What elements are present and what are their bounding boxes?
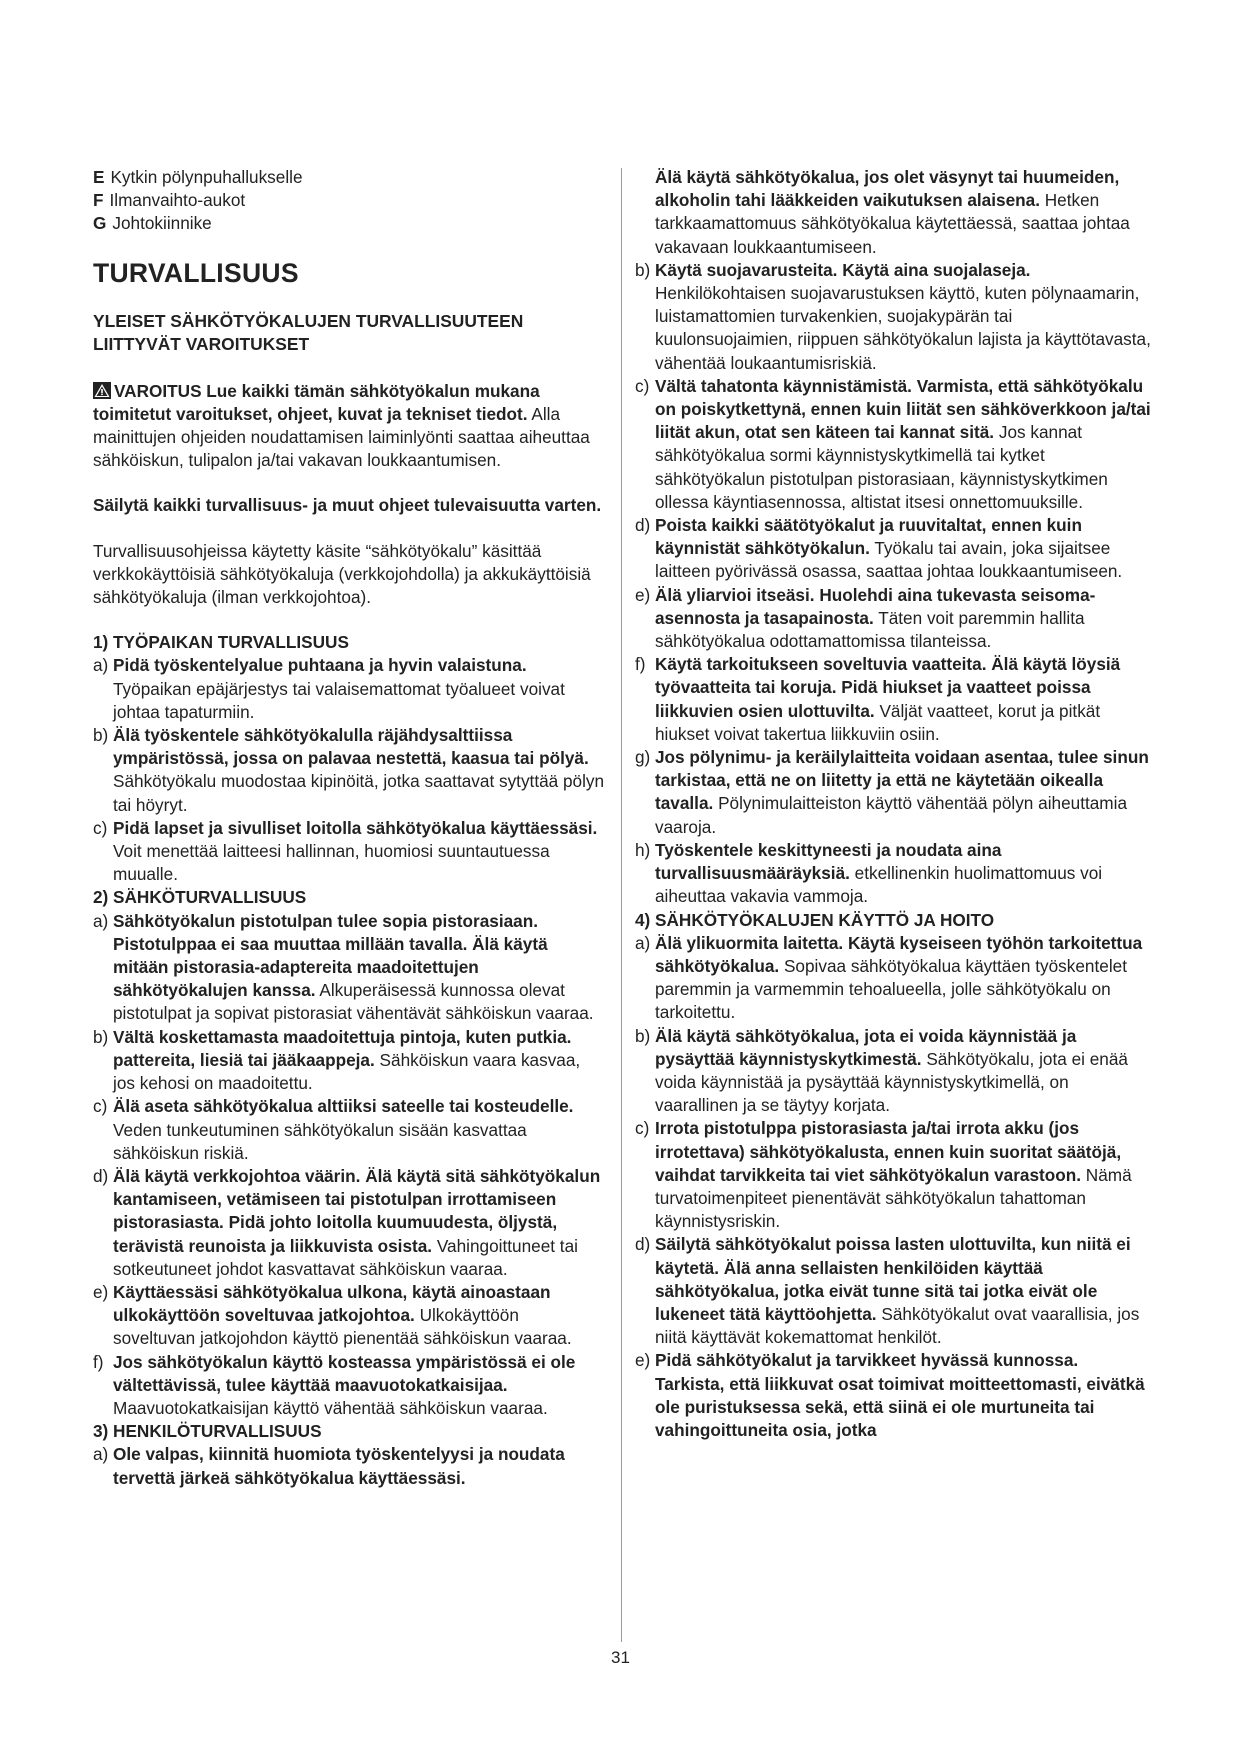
list-item: c) Pidä lapset ja sivulliset loitolla sähkötyökalua käyttäessäsi. Voit menettää laitteesi hallinnan, huomiosi suuntautuessa muualle. — [93, 817, 598, 885]
list-item: a) Älä ylikuormita laitetta. Käytä kyseiseen työhön tarkoitettua sähkötyökalua. Sopivaa sähkötyökalua käyttäen työskentelet paremmin ja varmemmin tehoalueella, jolle sähkötyökalu on tarkoitettu. — [635, 932, 1143, 1023]
list-item: a) Sähkötyökalun pistotulpan tulee sopia pistorasiaan. Pistotulppaa ei saa muuttaa millään tavalla. Älä käytä mitään pistorasia-adaptereita maadoitettujen sähkötyökalujen kanssa. Alkuperäisessä kunnossa olevat pistotulpat ja sopivat pistorasiat vähentävät sähköiskun vaaraa. — [93, 910, 594, 1024]
section-heading: 3) HENKILÖTURVALLISUUS — [93, 1421, 322, 1442]
list-item: e) Käyttäessäsi sähkötyökalua ulkona, käytä ainoastaan ulkokäyttöön soveltuvaa jatkojohtoa. Ulkokäyttöön soveltuvan jatkojohdon käyttö pienentää sähköiskun vaaraa. — [93, 1281, 572, 1349]
list-item: f) Käytä tarkoitukseen soveltuvia vaatteita. Älä käytä löysiä työvaatteita tai koruja. Pidä hiukset ja vaatteet poissa liikkuvien osien ulottuvilta. Väljät vaatteet, korut ja pitkät hiukset voivat takertua liikkuviin osiin. — [635, 654, 1121, 744]
page-title: TURVALLISUUS — [93, 257, 299, 288]
column-divider — [621, 168, 622, 1642]
warning-icon — [93, 382, 111, 399]
list-item: a) Pidä työskentelyalue puhtaana ja hyvin valaistuna. Työpaikan epäjärjestys tai valaisemattomat työalueet voivat johtaa tapaturmiin. — [93, 655, 565, 722]
list-item: e) Älä yliarvioi itseäsi. Huolehdi aina tukevasta seisoma-asennosta ja tasapainosta. Täten voit paremmin hallita sähkötyökalua odottamattomissa tilanteissa. — [635, 584, 1096, 652]
list-item: d) Säilytä sähkötyökalut poissa lasten ulottuvilta, kun niitä ei käytetä. Älä anna sellaisten henkilöiden käyttää sähkötyökalua, jotka eivät tunne sitä tai jotka eivät ole lukeneet tätä käyttöohjetta. Sähkötyökalut ovat vaarallisia, jos niitä käyttävät kokemattomat henkilöt. — [635, 1234, 1140, 1348]
section-heading: 2) SÄHKÖTURVALLISUUS — [93, 887, 307, 908]
section-heading: 4) SÄHKÖTYÖKALUJEN KÄYTTÖ JA HOITO — [635, 909, 995, 930]
list-item: c) Irrota pistotulppa pistorasiasta ja/tai irrota akku (jos irrotettava) sähkötyökalusta, ennen kuin suoritat säätöjä, vaihdat tarvikkeita tai viet sähkötyökalun varastoon. Nämä turvatoimenpiteet pienentävät sähkötyökalun tahattoman käynnistysriskin. — [635, 1118, 1132, 1232]
list-item: f) Jos sähkötyökalun käyttö kosteassa ympäristössä ei ole vältettävissä, tulee käyttää maavuotokatkaisijaa. Maavuotokatkaisijan käyttö vähentää sähköiskun vaaraa. — [93, 1351, 576, 1418]
list-item: b) Vältä koskettamasta maadoitettuja pintoja, kuten putkia. pattereita, liesiä tai jääkaappeja. Sähköiskun vaara kasvaa, jos kehosi on maadoitettu. — [93, 1026, 581, 1094]
list-item: g) Jos pölynimu- ja keräilylaitteita voidaan asentaa, tulee sinun tarkistaa, että ne on liitetty ja että ne käytetään oikealla tavalla. Pölynimulaitteiston käyttö vähentää pölyn aiheuttamia vaaroja. — [635, 747, 1149, 837]
legend — [93, 166, 605, 236]
list-item: a) Ole valpas, kiinnitä huomiota työskentelyysi ja noudata tervettä järkeä sähkötyökalua käyttäessäsi. — [93, 1444, 565, 1488]
left-column — [93, 166, 605, 1490]
list-item: d) Älä käytä verkkojohtoa väärin. Älä käytä sitä sähkötyökalun kantamiseen, vetämiseen tai pistotulpan irrottamiseen pistorasiasta. Pidä johto loitolla kuumuudesta, öljystä, terävistä reunoista ja liikkuvista osista. Vahingoittuneet tai sotkeutuneet johdot kasvattavat sähköiskun vaaraa. — [93, 1165, 601, 1279]
list-item: b) Käytä suojavarusteita. Käytä aina suojalaseja. Henkilökohtaisen suojavarustuksen käyttö, kuten pölynaamarin, luistamattomien turvakenkien, suojakypärän tai kuulonsuojaimien, riippuen sähkötyökalun lajista ja käyttötavasta, vähentää loukaantumisriskiä. — [635, 259, 1151, 373]
warning-block: VAROITUS Lue kaikki tämän sähkötyökalun mukana toimitetut varoitukset, ohjeet, kuvat ja tekniset tiedot. Alla mainittujen ohjeiden noudattamisen laiminlyönti saattaa aiheuttaa sähköiskun, tulipalon ja/tai vakavan loukkaantumisen. — [93, 380, 590, 471]
legend-item: E Kytkin pölynpuhallukselle — [93, 167, 303, 187]
section-heading: 1) TYÖPAIKAN TURVALLISUUS — [93, 632, 349, 653]
list-item: e) Pidä sähkötyökalut ja tarvikkeet hyvässä kunnossa. Tarkista, että liikkuvat osat toimivat moitteettomasti, eivätkä ole puristuksessa sekä, että siinä ei ole murtuneita tai vahingoittuneita osia, jotka — [635, 1350, 1145, 1440]
list-item: b) Älä työskentele sähkötyökalulla räjähdysalttiissa ympäristössä, jossa on palavaa nestettä, kaasua tai pölyä. Sähkötyökalu muodostaa kipinöitä, jotka saattavat sytyttää pölyn tai höyryt. — [93, 725, 605, 815]
legend-item: G Johtokiinnike — [93, 213, 212, 234]
list-item-continuation: Älä käytä sähkötyökalua, jos olet väsynyt tai huumeiden, alkoholin tahi lääkkeiden vaikutuksen alaisena. Hetken tarkkaamattomuus sähkötyökalua käytettäessä, saattaa johtaa vakavaan loukkaantumiseen. — [655, 167, 1130, 257]
legend-item: F Ilmanvaihto-aukot — [93, 190, 246, 211]
list-item: b) Älä käytä sähkötyökalua, jota ei voida käynnistää ja pysäyttää käynnistyskytkimestä. Sähkötyökalu, jota ei enää voida käynnistää ja pysäyttää käynnistyskytkimellä, on vaarallinen ja se täytyy korjata. — [635, 1025, 1128, 1116]
term-note: Turvallisuusohjeissa käytetty käsite “sähkötyökalu” käsittää verkkokäyttöisiä sähkötyökaluja (verkkojohdolla) ja akkukäyttöisiä sähkötyökaluja (ilman verkkojohtoa). — [93, 540, 591, 608]
section-subtitle: YLEISET SÄHKÖTYÖKALUJEN TURVALLISUUTEEN LIITTYVÄT VAROITUKSET — [93, 310, 524, 354]
list-item: c) Vältä tahatonta käynnistämistä. Varmista, että sähkötyökalu on poiskytkettynä, ennen kuin liität sen sähköverkkoon ja/tai liität akun, otat sen käteen tai kannat sitä. Jos kannat sähkötyökalua sormi käynnistyskytkimellä tai kytket sähkötyökalun pistotulpan pistorasiaan, käynnistyskytkimen ollessa käyntiasennossa, altistat itsesi onnettomuuksille. — [635, 375, 1151, 512]
list-item: d) Poista kaikki säätötyökalut ja ruuvitaltat, ennen kuin käynnistät sähkötyökalun. Työkalu tai avain, joka sijaitsee laitteen pyörivässä osassa, saattaa johtaa loukkaantumiseen. — [635, 515, 1123, 582]
page-number: 31 — [611, 1648, 630, 1667]
keep-instructions-notice: Säilytä kaikki turvallisuus- ja muut ohjeet tulevaisuutta varten. — [93, 495, 602, 516]
list-item: h) Työskentele keskittyneesti ja noudata aina turvallisuusmääräyksiä. etkellinenkin huolimattomuus voi aiheuttaa vakavia vammoja. — [635, 839, 1103, 907]
right-column — [635, 166, 1151, 1442]
list-item: c) Älä aseta sähkötyökalua alttiiksi sateelle tai kosteudelle. Veden tunkeutuminen sähkötyökalun sisään kasvattaa sähköiskun riskiä. — [93, 1096, 574, 1163]
